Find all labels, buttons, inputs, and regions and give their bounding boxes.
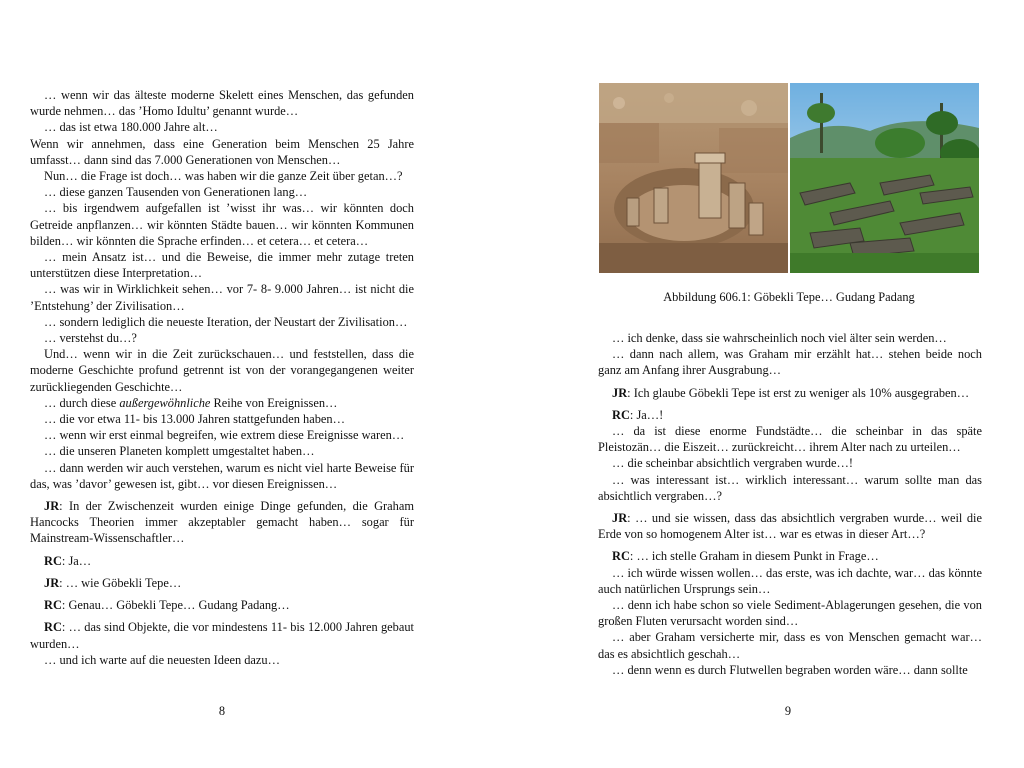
paragraph: … die unseren Planeten komplett umgestaltet haben… — [44, 444, 315, 459]
paragraph: … dann werden wir auch verstehen, warum es nicht viel harte Beweise für das, was ’davor’ gewesen ist, gibt… vor diesen Ereignissen… — [30, 460, 414, 491]
paragraph: … aber Graham versicherte mir, dass es von Menschen gemacht war… das es absichtlich geschah… — [598, 630, 982, 661]
dialogue-line — [30, 498, 414, 547]
paragraph — [30, 395, 414, 411]
speaker-label: RC — [612, 407, 630, 422]
gudang-padang-photo — [790, 83, 979, 273]
dialogue-text: : … das sind Objekte, die vor mindestens 11- bis 12.000 Jahren gebaut wurden… — [30, 620, 414, 651]
paragraph: … diese ganzen Tausenden von Generationen lang… — [44, 185, 308, 200]
dialogue-text: : Ja… — [61, 553, 92, 568]
dialogue-line — [598, 407, 982, 423]
paragraph: … was wir in Wirklichkeit sehen… vor 7- 8- 9.000 Jahren… ist nicht die ’Entstehung’ der Zivilisation… — [30, 282, 414, 313]
dialogue-text: : … und sie wissen, dass das absichtlich vergraben wurde… weil die Erde von so homogenem Alter ist… war es etwas in dieser Art…? — [598, 511, 982, 542]
paragraph: … was interessant ist… wirklich interessant… warum sollte man das absichtlich vergraben…? — [598, 472, 982, 503]
speaker-label: JR — [612, 385, 628, 400]
dialogue-text: : Genau… Göbekli Tepe… Gudang Padang… — [61, 598, 290, 613]
paragraph: … das ist etwa 180.000 Jahre alt… — [44, 120, 218, 135]
figure-caption: Abbildung 606.1: Göbekli Tepe… Gudang Padang — [663, 290, 915, 304]
paragraph: … verstehst du…? — [44, 331, 137, 346]
paragraph: … mein Ansatz ist… und die Beweise, die immer mehr zutage treten unterstützen diese Interpretation… — [30, 250, 414, 281]
dialogue-text: : … wie Göbekli Tepe… — [59, 575, 182, 590]
paragraph: … wenn wir das älteste moderne Skelett eines Menschen, das gefunden wurde nehmen… das ’Homo Idultu’ genannt wurde… — [30, 88, 414, 119]
paragraph: … wenn wir erst einmal begreifen, wie extrem diese Ereignisse waren… — [44, 428, 405, 443]
dialogue-line — [30, 597, 414, 613]
speaker-label: RC — [44, 620, 62, 635]
right-page-text — [598, 330, 982, 678]
speaker-label: JR — [44, 499, 60, 514]
dialogue-line — [598, 548, 982, 564]
paragraph: … denn wenn es durch Flutwellen begraben worden wäre… dann sollte — [612, 662, 968, 677]
paragraph: … die vor etwa 11- bis 13.000 Jahren stattgefunden haben… — [44, 412, 345, 427]
paragraph: … die scheinbar absichtlich vergraben wurde…! — [612, 456, 853, 471]
paragraph: … und ich warte auf die neuesten Ideen dazu… — [44, 652, 281, 667]
dialogue-line — [598, 510, 982, 542]
dialogue-line — [598, 385, 982, 401]
paragraph: … denn ich habe schon so viele Sediment-Ablagerungen gesehen, die von großen Fluten verursacht worden sind… — [598, 598, 982, 629]
paragraph: … sondern lediglich die neueste Iteration, der Neustart der Zivilisation… — [44, 314, 408, 329]
paragraph: … da ist diese enorme Fundstädte… die scheinbar in das späte Pleistozän… die Eiszeit… zurückreicht… ihrem Alter nach zu urteilen… — [598, 424, 982, 455]
page-number: 9 — [784, 704, 792, 718]
page-number: 8 — [218, 704, 226, 718]
speaker-label: RC — [44, 598, 62, 613]
paragraph-text: … durch diese — [44, 395, 120, 410]
speaker-label: JR — [44, 575, 60, 590]
dialogue-text: : Ja…! — [629, 407, 664, 422]
emphasized-word: außergewöhnliche — [119, 395, 211, 410]
right-page — [512, 0, 1024, 768]
paragraph: Nun… die Frage ist doch… was haben wir die ganze Zeit über getan…? — [44, 169, 403, 184]
paragraph: … ich würde wissen wollen… das erste, was ich dachte, war… das könnte auch natürlichen Ursprungs sein… — [598, 565, 982, 596]
paragraph: … bis irgendwem aufgefallen ist ’wisst ihr was… wir könnten doch Getreide anpflanzen… wir könnten Städte bauen… wir könnten Kommunen bilden… wir könnten die Sprache erfinden… et cetera… et cetera… — [30, 201, 414, 248]
gobekli-tepe-photo — [599, 83, 788, 273]
figure — [599, 83, 979, 273]
paragraph: Wenn wir annehmen, dass eine Generation beim Menschen 25 Jahre umfasst… dann sind das 7.000 Generationen von Menschen… — [30, 136, 414, 167]
paragraph-text: Reihe von Ereignissen… — [210, 395, 338, 410]
dialogue-line — [30, 619, 414, 651]
speaker-label: RC — [44, 553, 62, 568]
paragraph: … ich denke, dass sie wahrscheinlich noch viel älter sein werden… — [612, 331, 947, 345]
dialogue-text: : In der Zwischenzeit wurden einige Dinge gefunden, die Graham Hancocks Theorien immer akzeptabler gemacht haben… sogar für Mainstream-Wissenschaftler… — [30, 499, 414, 546]
dialogue-line — [30, 575, 414, 591]
left-page-text — [30, 87, 414, 668]
speaker-label: JR — [612, 511, 628, 526]
paragraph: … dann nach allem, was Graham mir erzählt hat… stehen beide noch ganz am Anfang ihrer Ausgrabung… — [598, 347, 982, 378]
paragraph: Und… wenn wir in die Zeit zurückschauen… und feststellen, dass die moderne Geschichte profund getrennt ist von der vorangegangenen weiter zurückliegenden Geschichte… — [30, 347, 414, 394]
dialogue-text: : … ich stelle Graham in diesem Punkt in Frage… — [629, 549, 879, 564]
speaker-label: RC — [612, 549, 630, 564]
dialogue-text: : Ich glaube Göbekli Tepe ist erst zu weniger als 10% ausgegraben… — [627, 385, 970, 400]
dialogue-line — [30, 553, 414, 569]
